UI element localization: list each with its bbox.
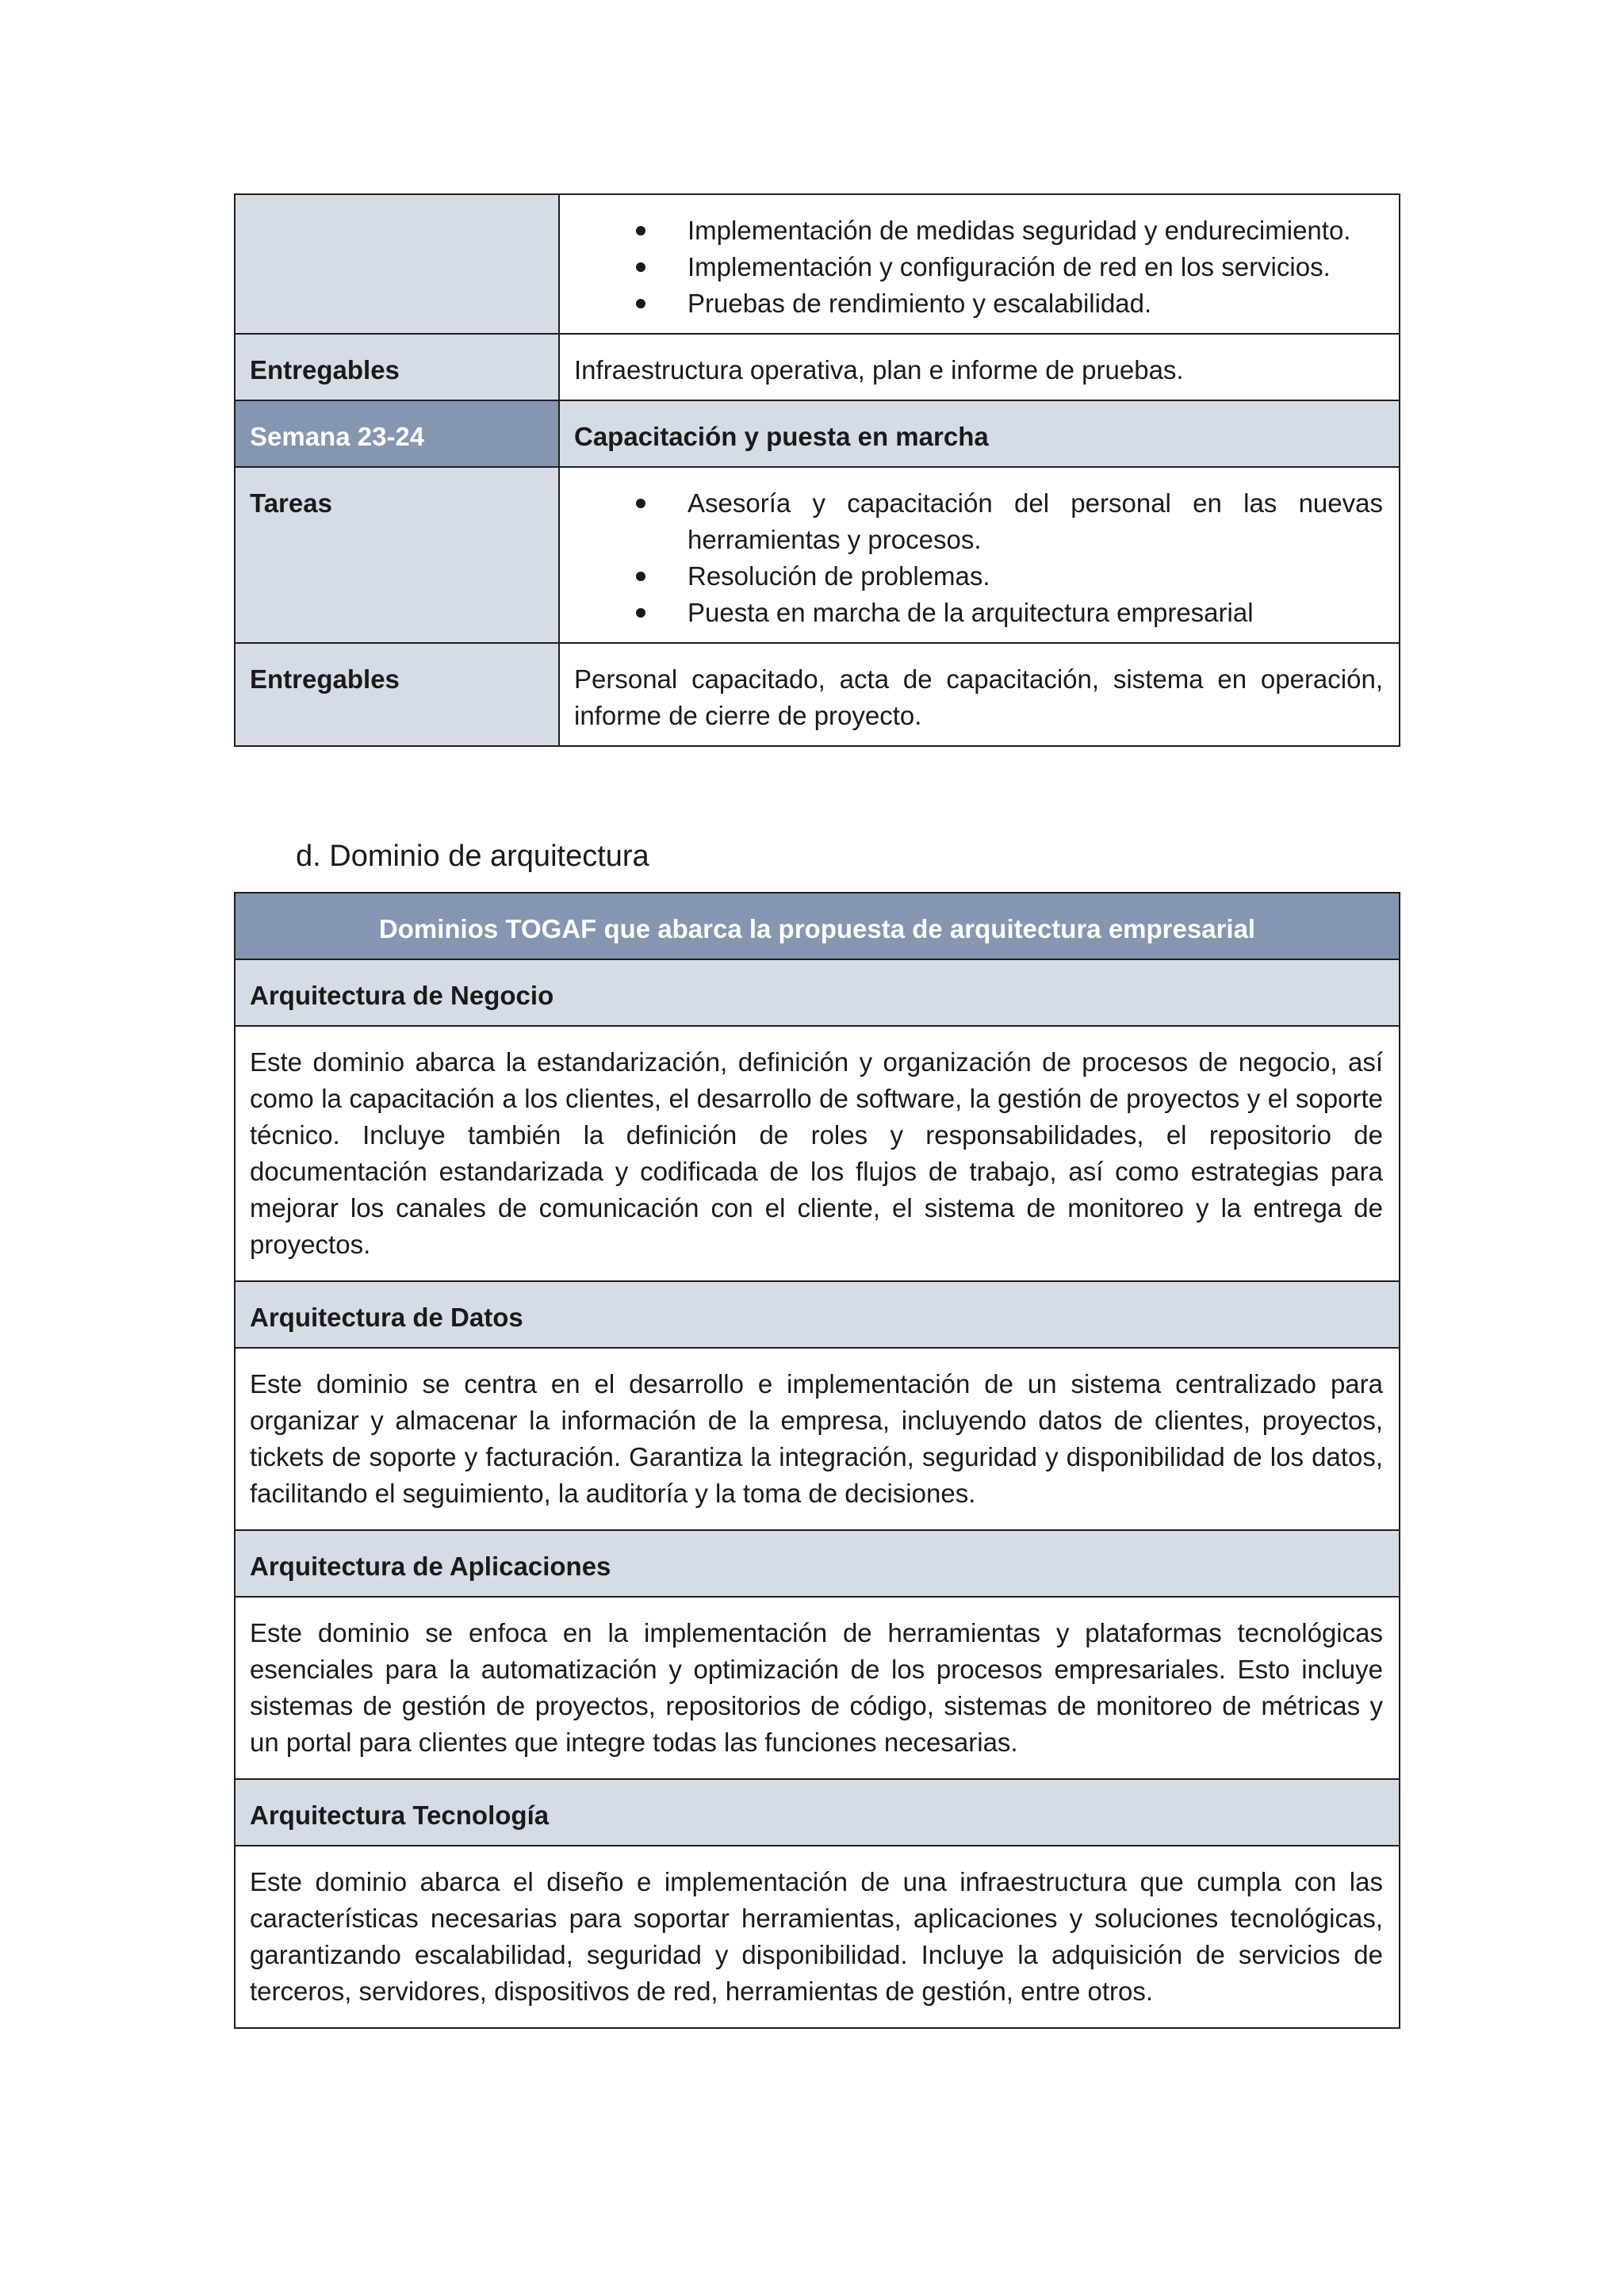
bullet-icon [636,608,645,618]
empty-label-cell [235,194,559,334]
bullet-icon [636,262,645,272]
table-row [235,1026,1400,1281]
list-item: Asesoría y capacitación del personal en las nuevas herramientas y procesos. [574,485,1383,558]
bullet-icon [636,226,645,235]
table-row [235,1281,1400,1348]
table-row [235,194,1400,334]
table-row [235,334,1400,400]
table-row [235,643,1400,746]
domain-body-data: Este dominio se centra en el desarrollo e implementación de un sistema centralizado para organizar y almacenar la información de la empresa, incluyendo datos de clientes, proyectos, tickets de soporte y facturación. Garantiza la integración, seguridad y disponibilidad de los datos, facilitando el seguimiento, la auditoría y la toma de decisiones. [235,1348,1400,1530]
list-item: Implementación y configuración de red en los servicios. [574,249,1383,285]
deliverables-label: Entregables [235,643,559,746]
tasks-cell [559,194,1400,334]
schedule-table [234,193,1400,747]
domain-body-business: Este dominio abarca la estandarización, definición y organización de procesos de negocio, así como la capacitación a los clientes, el desarrollo de software, la gestión de proyectos y el soporte técnico. Incluye también la definición de roles y responsabilidades, el repositorio de documentación estandarizada y codificada de los flujos de trabajo, así como estrategias para mejorar los canales de comunicación con el cliente, el sistema de monitoreo y la entrega de proyectos. [235,1026,1400,1281]
table-row [235,893,1400,959]
table-row [235,1530,1400,1597]
table-row [235,1846,1400,2028]
section-heading: d. Dominio de arquitectura [296,840,649,873]
list-item: Puesta en marcha de la arquitectura empresarial [574,595,1383,631]
bullet-icon [636,499,645,508]
domain-title-business: Arquitectura de Negocio [235,959,1400,1026]
table-row [235,467,1400,643]
table-row [235,959,1400,1026]
list-item: Resolución de problemas. [574,558,1383,595]
deliverables-label: Entregables [235,334,559,400]
domain-body-applications: Este dominio se enfoca en la implementación de herramientas y plataformas tecnológicas esenciales para la automatización y optimización de los procesos empresariales. Esto incluye sistemas de gestión de proyectos, repositorios de código, sistemas de monitoreo de métricas y un portal para clientes que integre todas las funciones necesarias. [235,1597,1400,1779]
week-label: Semana 23-24 [235,400,559,467]
bullet-icon [636,299,645,308]
deliverables-value: Infraestructura operativa, plan e informe de pruebas. [559,334,1400,400]
tasks-label: Tareas [235,467,559,643]
list-item: Pruebas de rendimiento y escalabilidad. [574,285,1383,322]
domain-title-technology: Arquitectura Tecnología [235,1779,1400,1846]
domain-title-applications: Arquitectura de Aplicaciones [235,1530,1400,1597]
task-list [574,485,1383,631]
tasks-cell [559,467,1400,643]
bullet-icon [636,572,645,581]
list-item: Implementación de medidas seguridad y endurecimiento. [574,212,1383,249]
table-row [235,1597,1400,1779]
domain-body-technology: Este dominio abarca el diseño e implementación de una infraestructura que cumpla con las características necesarias para soportar herramientas, aplicaciones y soluciones tecnológicas, garantizando escalabilidad, seguridad y disponibilidad. Incluye la adquisición de servicios de terceros, servidores, dispositivos de red, herramientas de gestión, entre otros. [235,1846,1400,2028]
table-row [235,1348,1400,1530]
domain-title-data: Arquitectura de Datos [235,1281,1400,1348]
deliverables-value: Personal capacitado, acta de capacitación, sistema en operación, informe de cierre de proyecto. [559,643,1400,746]
togaf-domains-table [234,892,1400,2029]
week-title: Capacitación y puesta en marcha [559,400,1400,467]
table-row [235,400,1400,467]
table-header: Dominios TOGAF que abarca la propuesta de arquitectura empresarial [235,893,1400,959]
table-row [235,1779,1400,1846]
task-list [574,212,1383,322]
